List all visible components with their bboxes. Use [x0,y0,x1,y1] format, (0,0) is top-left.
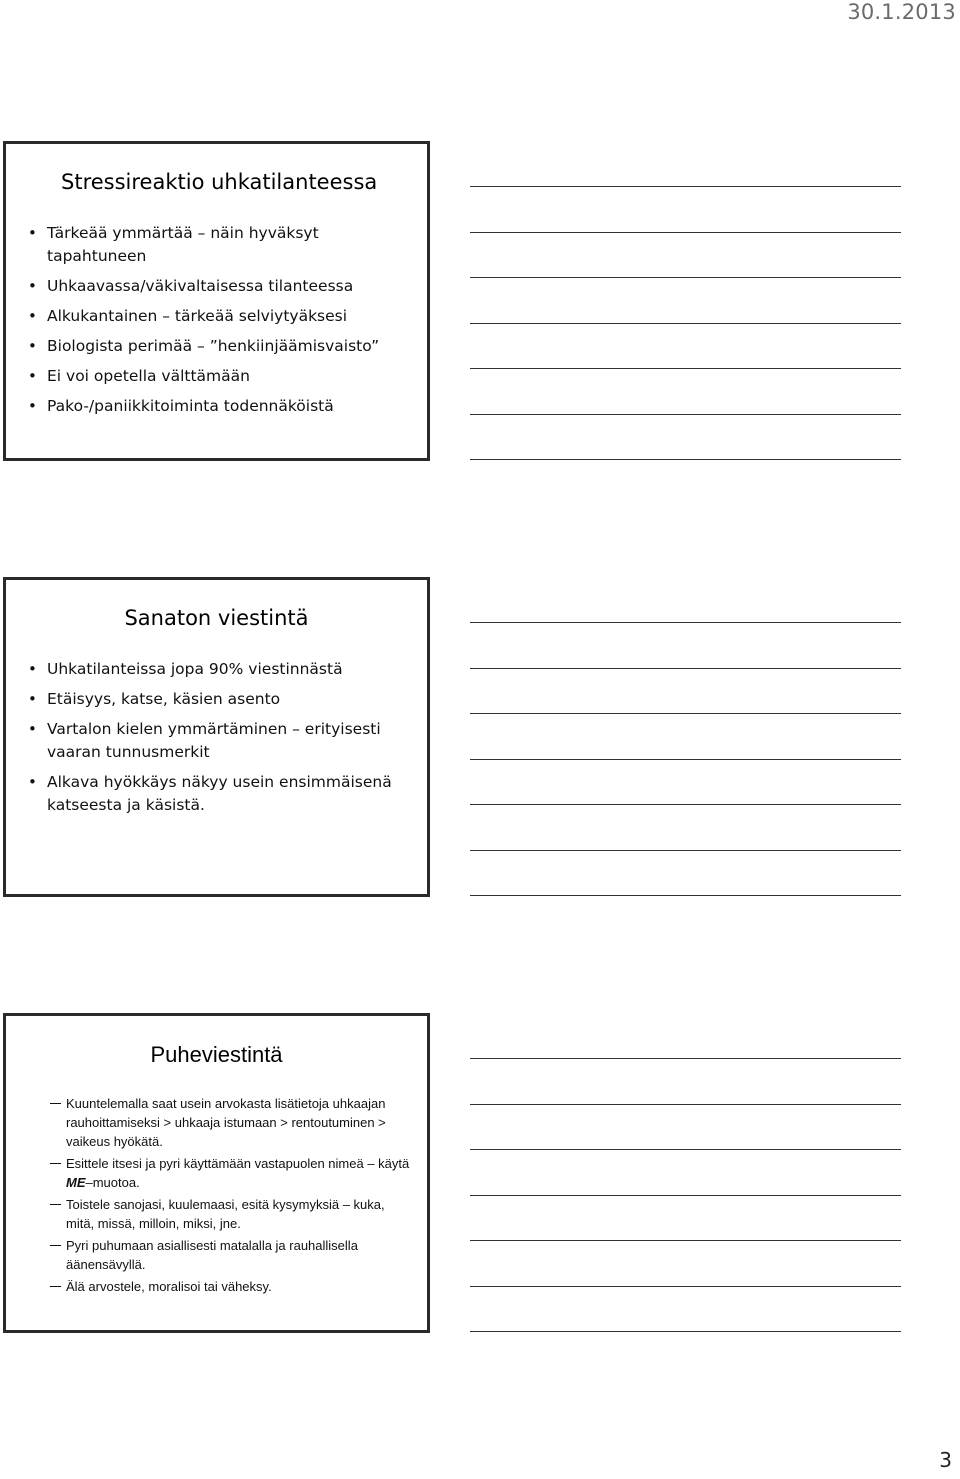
note-line [470,804,901,805]
note-line [470,759,901,760]
dash-item [52,1154,415,1192]
slide-title: Sanaton viestintä [124,606,309,630]
slide-puheviestinta [3,1013,430,1333]
bullet-item: • Alkukantainen – tärkeää selviytyäksesi [26,305,417,328]
dash-list [52,1094,415,1299]
dash-item: Kuuntelemalla saat usein arvokasta lisätietoja uhkaajan rauhoittamiseksi > uhkaaja istumaan > rentoutuminen > vaikeus hyökätä. [52,1094,415,1151]
slide-title: Puheviestintä [150,1042,283,1067]
bullet-item: • Pako-/paniikkitoiminta todennäköistä [26,395,417,418]
page-date: 30.1.2013 [847,0,956,24]
dash-item: Pyri puhumaan asiallisesti matalalla ja rauhallisella äänensävyllä. [52,1236,415,1274]
note-line [470,1286,901,1287]
note-line [470,368,901,369]
dash-item: Toistele sanojasi, kuulemaasi, esitä kysymyksiä – kuka, mitä, missä, milloin, miksi, jne. [52,1195,415,1233]
bullet-item: • Biologista perimää – ”henkiinjäämisvaisto” [26,335,417,358]
slide-sanaton-viestinta [3,577,430,897]
bullet-item: • Uhkatilanteissa jopa 90% viestinnästä [26,658,417,681]
bullet-item: • Alkava hyökkäys näkyy usein ensimmäisenä katseesta ja käsistä. [26,771,417,817]
note-line [470,232,901,233]
bullet-item: • Tärkeää ymmärtää – näin hyväksyt tapahtuneen [26,222,417,268]
bullet-item: • Ei voi opetella välttämään [26,365,417,388]
note-line [470,713,901,714]
bullet-list [26,658,417,824]
slide-title: Stressireaktio uhkatilanteessa [61,170,378,194]
bullet-item: • Etäisyys, katse, käsien asento [26,688,417,711]
dash-item-emphasis: ME [66,1175,86,1190]
slide-stressireaktio [3,141,430,461]
note-line [470,1240,901,1241]
note-line [470,895,901,896]
note-line [470,1195,901,1196]
note-line [470,323,901,324]
note-line [470,622,901,623]
note-line [470,1331,901,1332]
bullet-item: • Vartalon kielen ymmärtäminen – erityisesti vaaran tunnusmerkit [26,718,417,764]
dash-item: Älä arvostele, moralisoi tai väheksy. [52,1277,415,1296]
note-line [470,668,901,669]
dash-item-text: –muotoa. [85,1175,140,1190]
note-line [470,459,901,460]
bullet-list [26,222,417,425]
note-line [470,1104,901,1105]
note-line [470,414,901,415]
note-line [470,277,901,278]
note-line [470,850,901,851]
page-number: 3 [939,1448,952,1472]
note-line [470,1149,901,1150]
dash-item-text: Esittele itsesi ja pyri käyttämään vastapuolen nimeä – käytä [66,1156,410,1171]
note-line [470,186,901,187]
bullet-item: • Uhkaavassa/väkivaltaisessa tilanteessa [26,275,417,298]
note-line [470,1058,901,1059]
